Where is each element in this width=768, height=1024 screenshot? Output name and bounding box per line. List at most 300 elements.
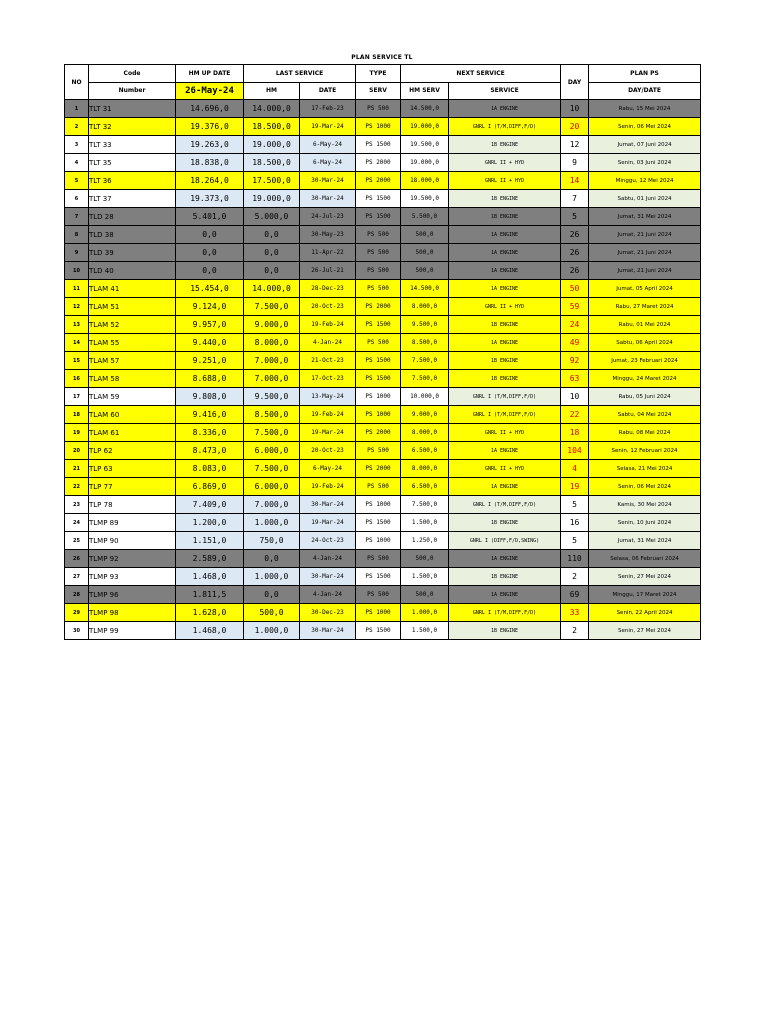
unit-code: TLD 39 [89,244,176,262]
row-number: 22 [65,478,89,496]
days-remaining: 20 [561,118,589,136]
table-row [65,100,701,118]
next-service-hm: 6.500,0 [401,442,449,460]
header-hm-up-date: HM UP DATE [176,65,244,83]
table-row [65,244,701,262]
header-type: TYPE [356,65,401,83]
plan-day-date: Jumat, 21 Juni 2024 [589,262,701,280]
hm-up-date-value: 1.628,0 [176,604,244,622]
hm-up-date-value: 19.263,0 [176,136,244,154]
unit-code: TLT 33 [89,136,176,154]
next-service-name: GNRL I (T/M,DIFF,F/D) [449,604,561,622]
hm-up-date-value: 6.869,0 [176,478,244,496]
service-type: PS 1500 [356,190,401,208]
unit-code: TLMP 96 [89,586,176,604]
service-type: PS 1000 [356,406,401,424]
next-service-hm: 19.500,0 [401,190,449,208]
next-service-name: GNRL I (T/M,DIFF,F/D) [449,388,561,406]
last-service-hm: 750,0 [244,532,300,550]
table-row [65,334,701,352]
next-service-hm: 500,0 [401,244,449,262]
next-service-hm: 500,0 [401,226,449,244]
last-service-date: 19-Feb-24 [300,316,356,334]
days-remaining: 24 [561,316,589,334]
unit-code: TLAM 58 [89,370,176,388]
hm-up-date-value: 7.409,0 [176,496,244,514]
row-number: 15 [65,352,89,370]
service-type: PS 500 [356,478,401,496]
row-number: 4 [65,154,89,172]
last-service-hm: 19.000,0 [244,190,300,208]
table-row [65,568,701,586]
header-day: DAY [561,65,589,100]
unit-code: TLP 62 [89,442,176,460]
unit-code: TLMP 92 [89,550,176,568]
hm-up-date-value: 0,0 [176,244,244,262]
table-row [65,550,701,568]
service-type: PS 1500 [356,622,401,640]
table-row [65,316,701,334]
table-body [65,100,701,640]
row-number: 18 [65,406,89,424]
row-number: 9 [65,244,89,262]
days-remaining: 2 [561,622,589,640]
unit-code: TLMP 89 [89,514,176,532]
table-row [65,388,701,406]
next-service-hm: 1.500,0 [401,568,449,586]
next-service-hm: 1.500,0 [401,622,449,640]
next-service-name: GNRL I (DIFF,F/D,SWING) [449,532,561,550]
days-remaining: 5 [561,496,589,514]
row-number: 30 [65,622,89,640]
next-service-hm: 19.500,0 [401,136,449,154]
plan-day-date: Senin, 06 Mei 2024 [589,118,701,136]
days-remaining: 26 [561,262,589,280]
service-type: PS 1500 [356,352,401,370]
last-service-date: 19-Mar-24 [300,424,356,442]
days-remaining: 69 [561,586,589,604]
unit-code: TLT 31 [89,100,176,118]
header-number: Number [89,82,176,100]
service-type: PS 2000 [356,154,401,172]
days-remaining: 5 [561,208,589,226]
days-remaining: 59 [561,298,589,316]
next-service-hm: 7.500,0 [401,370,449,388]
last-service-date: 21-Oct-23 [300,352,356,370]
hm-up-date-value: 18.838,0 [176,154,244,172]
plan-day-date: Jumat, 21 Juni 2024 [589,244,701,262]
service-type: PS 2000 [356,172,401,190]
hm-up-date-value: 18.264,0 [176,172,244,190]
table-row [65,280,701,298]
last-service-hm: 18.500,0 [244,118,300,136]
row-number: 7 [65,208,89,226]
row-number: 8 [65,226,89,244]
last-service-hm: 7.000,0 [244,352,300,370]
next-service-hm: 18.000,0 [401,172,449,190]
row-number: 3 [65,136,89,154]
plan-day-date: Rabu, 15 Mei 2024 [589,100,701,118]
row-number: 2 [65,118,89,136]
service-type: PS 500 [356,334,401,352]
plan-day-date: Senin, 12 Februari 2024 [589,442,701,460]
last-service-hm: 1.000,0 [244,622,300,640]
hm-up-date-value: 8.688,0 [176,370,244,388]
last-service-date: 6-May-24 [300,460,356,478]
plan-day-date: Senin, 27 Mei 2024 [589,622,701,640]
days-remaining: 22 [561,406,589,424]
last-service-date: 30-Mar-24 [300,172,356,190]
last-service-hm: 9.500,0 [244,388,300,406]
plan-service-table [64,64,701,640]
plan-day-date: Senin, 03 Juni 2024 [589,154,701,172]
plan-day-date: Jumat, 07 Juni 2024 [589,136,701,154]
last-service-hm: 500,0 [244,604,300,622]
next-service-hm: 8.500,0 [401,334,449,352]
days-remaining: 14 [561,172,589,190]
service-type: PS 1000 [356,496,401,514]
last-service-date: 30-Mar-24 [300,622,356,640]
last-service-hm: 1.000,0 [244,514,300,532]
next-service-name: 1B ENGINE [449,190,561,208]
service-type: PS 1500 [356,208,401,226]
next-service-hm: 8.000,0 [401,298,449,316]
days-remaining: 10 [561,388,589,406]
days-remaining: 10 [561,100,589,118]
last-service-hm: 7.500,0 [244,460,300,478]
table-row [65,208,701,226]
days-remaining: 5 [561,532,589,550]
service-type: PS 500 [356,262,401,280]
hm-up-date-value: 8.473,0 [176,442,244,460]
row-number: 10 [65,262,89,280]
last-service-hm: 5.000,0 [244,208,300,226]
days-remaining: 19 [561,478,589,496]
table-row [65,118,701,136]
hm-up-date-value: 8.336,0 [176,424,244,442]
table-row [65,478,701,496]
next-service-name: 1B ENGINE [449,136,561,154]
last-service-hm: 9.000,0 [244,316,300,334]
row-number: 14 [65,334,89,352]
last-service-hm: 0,0 [244,586,300,604]
last-service-hm: 0,0 [244,244,300,262]
days-remaining: 12 [561,136,589,154]
table-row [65,262,701,280]
header-plan-ps: PLAN PS [589,65,701,83]
table-row [65,136,701,154]
unit-code: TLAM 51 [89,298,176,316]
last-service-date: 19-Feb-24 [300,406,356,424]
hm-up-date-value: 15.454,0 [176,280,244,298]
next-service-hm: 5.500,0 [401,208,449,226]
hm-up-date-value: 9.251,0 [176,352,244,370]
hm-up-date-value: 1.151,0 [176,532,244,550]
next-service-name: 1A ENGINE [449,550,561,568]
hm-up-date-value: 8.083,0 [176,460,244,478]
row-number: 6 [65,190,89,208]
days-remaining: 9 [561,154,589,172]
days-remaining: 49 [561,334,589,352]
last-service-date: 19-Mar-24 [300,118,356,136]
next-service-hm: 6.500,0 [401,478,449,496]
days-remaining: 104 [561,442,589,460]
row-number: 21 [65,460,89,478]
service-type: PS 1500 [356,370,401,388]
hm-up-date-value: 2.589,0 [176,550,244,568]
last-service-date: 30-Mar-24 [300,496,356,514]
header-no: NO [65,65,89,100]
table-row [65,406,701,424]
last-service-date: 24-Jul-23 [300,208,356,226]
last-service-hm: 17.500,0 [244,172,300,190]
service-type: PS 2000 [356,460,401,478]
header-update-date: 26-May-24 [176,82,244,100]
service-type: PS 2000 [356,424,401,442]
table-row [65,190,701,208]
row-number: 12 [65,298,89,316]
header-service: SERVICE [449,82,561,100]
unit-code: TLAM 60 [89,406,176,424]
next-service-name: 1A ENGINE [449,244,561,262]
row-number: 26 [65,550,89,568]
header-day-date: DAY/DATE [589,82,701,100]
table-row [65,352,701,370]
row-number: 29 [65,604,89,622]
last-service-date: 30-Mar-24 [300,190,356,208]
row-number: 16 [65,370,89,388]
last-service-date: 30-May-23 [300,226,356,244]
last-service-date: 24-Oct-23 [300,532,356,550]
last-service-date: 13-May-24 [300,388,356,406]
plan-day-date: Kamis, 30 Mei 2024 [589,496,701,514]
row-number: 24 [65,514,89,532]
unit-code: TLAM 59 [89,388,176,406]
last-service-date: 19-Feb-24 [300,478,356,496]
plan-day-date: Senin, 27 Mei 2024 [589,568,701,586]
next-service-name: GNRL II + HYD [449,172,561,190]
next-service-hm: 500,0 [401,586,449,604]
unit-code: TLMP 93 [89,568,176,586]
plan-day-date: Minggu, 24 Maret 2024 [589,370,701,388]
last-service-date: 30-Dec-23 [300,604,356,622]
unit-code: TLAM 61 [89,424,176,442]
service-type: PS 1000 [356,388,401,406]
days-remaining: 110 [561,550,589,568]
last-service-date: 4-Jan-24 [300,550,356,568]
plan-day-date: Jumat, 21 Juni 2024 [589,226,701,244]
plan-day-date: Senin, 22 April 2024 [589,604,701,622]
unit-code: TLMP 98 [89,604,176,622]
service-type: PS 500 [356,100,401,118]
last-service-date: 4-Jan-24 [300,334,356,352]
next-service-hm: 19.000,0 [401,118,449,136]
unit-code: TLD 28 [89,208,176,226]
service-type: PS 500 [356,244,401,262]
last-service-hm: 0,0 [244,262,300,280]
unit-code: TLT 35 [89,154,176,172]
service-type: PS 500 [356,226,401,244]
plan-day-date: Sabtu, 01 Juni 2024 [589,190,701,208]
last-service-hm: 8.000,0 [244,334,300,352]
next-service-hm: 500,0 [401,550,449,568]
table-row [65,442,701,460]
plan-day-date: Sabtu, 06 April 2024 [589,334,701,352]
table-row [65,622,701,640]
plan-day-date: Rabu, 08 Mei 2024 [589,424,701,442]
plan-day-date: Rabu, 27 Maret 2024 [589,298,701,316]
unit-code: TLD 40 [89,262,176,280]
next-service-name: GNRL I (T/M,DIFF,F/D) [449,496,561,514]
next-service-name: GNRL II + HYD [449,154,561,172]
days-remaining: 26 [561,244,589,262]
last-service-date: 6-May-24 [300,136,356,154]
unit-code: TLAM 52 [89,316,176,334]
next-service-name: 1A ENGINE [449,442,561,460]
next-service-name: 1B ENGINE [449,622,561,640]
last-service-hm: 1.000,0 [244,568,300,586]
hm-up-date-value: 0,0 [176,226,244,244]
row-number: 11 [65,280,89,298]
hm-up-date-value: 1.811,5 [176,586,244,604]
header-serv: SERV [356,82,401,100]
next-service-name: 1B ENGINE [449,514,561,532]
next-service-name: 1B ENGINE [449,208,561,226]
service-type: PS 1500 [356,568,401,586]
next-service-name: 1B ENGINE [449,568,561,586]
next-service-name: 1A ENGINE [449,262,561,280]
next-service-name: GNRL II + HYD [449,460,561,478]
days-remaining: 33 [561,604,589,622]
last-service-hm: 0,0 [244,226,300,244]
next-service-name: 1A ENGINE [449,586,561,604]
next-service-name: 1A ENGINE [449,280,561,298]
service-type: PS 1500 [356,136,401,154]
row-number: 13 [65,316,89,334]
next-service-name: 1A ENGINE [449,100,561,118]
table-row [65,172,701,190]
last-service-hm: 7.000,0 [244,370,300,388]
last-service-date: 19-Mar-24 [300,514,356,532]
header-code: Code [89,65,176,83]
service-type: PS 1000 [356,118,401,136]
header-hm: HM [244,82,300,100]
unit-code: TLT 36 [89,172,176,190]
table-row [65,154,701,172]
service-type: PS 500 [356,442,401,460]
last-service-date: 11-Apr-22 [300,244,356,262]
unit-code: TLP 63 [89,460,176,478]
last-service-hm: 14.000,0 [244,100,300,118]
next-service-hm: 14.500,0 [401,280,449,298]
hm-up-date-value: 19.373,0 [176,190,244,208]
service-type: PS 1500 [356,316,401,334]
last-service-hm: 6.000,0 [244,478,300,496]
days-remaining: 4 [561,460,589,478]
table-row [65,298,701,316]
hm-up-date-value: 5.401,0 [176,208,244,226]
row-number: 1 [65,100,89,118]
hm-up-date-value: 9.957,0 [176,316,244,334]
unit-code: TLD 38 [89,226,176,244]
days-remaining: 18 [561,424,589,442]
plan-day-date: Jumat, 05 April 2024 [589,280,701,298]
service-type: PS 1000 [356,604,401,622]
header-last-service: LAST SERVICE [244,65,356,83]
plan-day-date: Jumat, 23 Februari 2024 [589,352,701,370]
plan-day-date: Jumat, 31 Mei 2024 [589,208,701,226]
next-service-name: 1B ENGINE [449,316,561,334]
unit-code: TLP 78 [89,496,176,514]
header-next-service: NEXT SERVICE [401,65,561,83]
hm-up-date-value: 9.124,0 [176,298,244,316]
table-row [65,586,701,604]
hm-up-date-value: 1.200,0 [176,514,244,532]
next-service-hm: 7.500,0 [401,352,449,370]
last-service-hm: 14.000,0 [244,280,300,298]
plan-day-date: Selasa, 21 Mei 2024 [589,460,701,478]
days-remaining: 2 [561,568,589,586]
table-row [65,532,701,550]
next-service-hm: 10.000,0 [401,388,449,406]
next-service-name: GNRL I (T/M,DIFF,F/D) [449,406,561,424]
row-number: 5 [65,172,89,190]
days-remaining: 26 [561,226,589,244]
next-service-hm: 7.500,0 [401,496,449,514]
header-hm-serv: HM SERV [401,82,449,100]
service-type: PS 500 [356,280,401,298]
table-row [65,604,701,622]
next-service-name: GNRL II + HYD [449,298,561,316]
row-number: 23 [65,496,89,514]
hm-up-date-value: 9.808,0 [176,388,244,406]
next-service-name: 1A ENGINE [449,334,561,352]
row-number: 17 [65,388,89,406]
next-service-hm: 9.500,0 [401,316,449,334]
hm-up-date-value: 1.468,0 [176,622,244,640]
unit-code: TLP 77 [89,478,176,496]
next-service-hm: 9.000,0 [401,406,449,424]
unit-code: TLT 32 [89,118,176,136]
hm-up-date-value: 19.376,0 [176,118,244,136]
days-remaining: 63 [561,370,589,388]
service-type: PS 2000 [356,298,401,316]
unit-code: TLAM 57 [89,352,176,370]
last-service-date: 28-Dec-23 [300,280,356,298]
hm-up-date-value: 9.416,0 [176,406,244,424]
next-service-hm: 1.000,0 [401,604,449,622]
next-service-name: 1B ENGINE [449,370,561,388]
next-service-name: GNRL I (T/M,DIFF,F/D) [449,118,561,136]
row-number: 25 [65,532,89,550]
row-number: 28 [65,586,89,604]
table-row [65,514,701,532]
plan-day-date: Senin, 06 Mei 2024 [589,478,701,496]
unit-code: TLAM 55 [89,334,176,352]
row-number: 19 [65,424,89,442]
days-remaining: 50 [561,280,589,298]
plan-day-date: Minggu, 17 Maret 2024 [589,586,701,604]
row-number: 20 [65,442,89,460]
unit-code: TLAM 41 [89,280,176,298]
next-service-hm: 8.000,0 [401,424,449,442]
hm-up-date-value: 9.440,0 [176,334,244,352]
table-row [65,496,701,514]
table-header [65,65,701,100]
table-row [65,460,701,478]
unit-code: TLMP 99 [89,622,176,640]
next-service-hm: 8.000,0 [401,460,449,478]
